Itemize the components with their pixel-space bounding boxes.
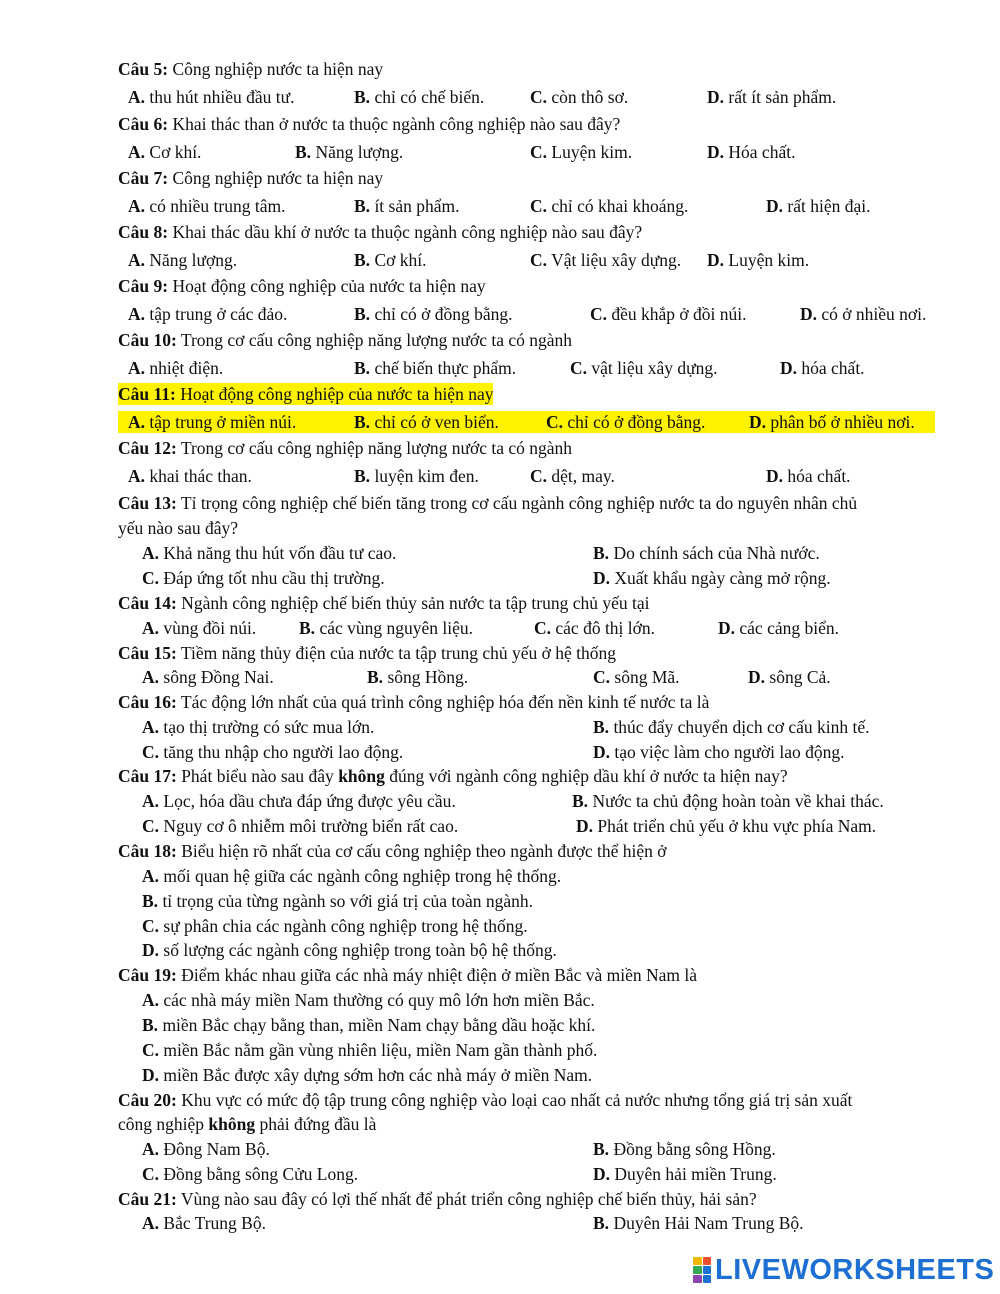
option-text: có nhiều trung tâm.: [149, 196, 286, 216]
option-text: các cảng biển.: [739, 618, 839, 638]
option-letter: A.: [142, 866, 160, 886]
question-stem: [118, 592, 649, 614]
option-letter: D.: [593, 568, 611, 588]
answer-option[interactable]: [142, 989, 595, 1011]
answer-option[interactable]: [530, 465, 615, 487]
option-text: Đồng bằng sông Cửu Long.: [163, 1164, 359, 1184]
option-letter: D.: [707, 250, 725, 270]
question-stem-cont: [118, 517, 238, 539]
question-text: Vùng nào sau đây có lợi thế nhất để phát triển công nghiệp chế biến thủy, hải sản?: [180, 1189, 757, 1209]
option-text: tỉ trọng của từng ngành so với giá trị của toàn ngành.: [162, 891, 534, 911]
answer-option[interactable]: [766, 465, 851, 487]
option-letter: D.: [766, 466, 784, 486]
answer-option[interactable]: [142, 542, 396, 564]
question-text: Hoạt động công nghiệp của nước ta hiện nay: [180, 384, 494, 404]
logo-mark-icon: [693, 1257, 711, 1283]
option-letter: D.: [748, 667, 766, 687]
question-number: Câu 16:: [118, 692, 177, 712]
option-text: các vùng nguyên liệu.: [319, 618, 473, 638]
answer-option[interactable]: [800, 303, 926, 325]
question-stem: [118, 765, 788, 787]
option-text: Duyên Hải Nam Trung Bộ.: [613, 1213, 804, 1233]
option-letter: C.: [142, 1040, 160, 1060]
question-number: Câu 7:: [118, 168, 169, 188]
answer-option[interactable]: [142, 617, 256, 639]
answer-option[interactable]: [593, 542, 820, 564]
question-number: Câu 19:: [118, 965, 177, 985]
option-text: phân bố ở nhiều nơi.: [770, 412, 915, 432]
option-text: Phát triển chủ yếu ở khu vực phía Nam.: [597, 816, 877, 836]
answer-option[interactable]: [367, 666, 468, 688]
answer-option[interactable]: [749, 411, 915, 433]
question-text-cont: phải đứng đầu là: [259, 1114, 377, 1134]
option-text: sông Cả.: [769, 667, 831, 687]
answer-option[interactable]: [530, 86, 628, 108]
option-text: miền Bắc được xây dựng sớm hơn các nhà máy ở miền Nam.: [163, 1065, 593, 1085]
question-number: Câu 6:: [118, 114, 169, 134]
option-text: có ở nhiều nơi.: [821, 304, 927, 324]
answer-option[interactable]: [128, 411, 296, 433]
question-number: Câu 18:: [118, 841, 177, 861]
option-text: chỉ có ở đồng bằng.: [567, 412, 706, 432]
option-letter: B.: [354, 466, 371, 486]
option-letter: D.: [718, 618, 736, 638]
question-stem-cont: [118, 1113, 376, 1135]
option-text: Khả năng thu hút vốn đầu tư cao.: [163, 543, 397, 563]
option-text: vùng đồi núi.: [163, 618, 257, 638]
question-emphasis: không: [338, 766, 385, 786]
answer-option[interactable]: [128, 195, 285, 217]
option-letter: A.: [142, 1139, 160, 1159]
answer-option[interactable]: [354, 195, 460, 217]
option-letter: B.: [367, 667, 384, 687]
logo-text: LIVEWORKSHEETS: [715, 1253, 995, 1286]
question-text: Tiềm năng thủy điện của nước ta tập trung chủ yếu ở hệ thống: [180, 643, 616, 663]
option-text: Luyện kim.: [728, 250, 810, 270]
option-text: tập trung ở các đảo.: [149, 304, 288, 324]
option-text: thúc đẩy chuyển dịch cơ cấu kinh tế.: [613, 717, 870, 737]
answer-option[interactable]: [546, 411, 705, 433]
option-letter: A.: [142, 990, 160, 1010]
option-letter: A.: [128, 250, 146, 270]
option-text: sông Mã.: [614, 667, 680, 687]
answer-option[interactable]: [128, 86, 294, 108]
option-letter: B.: [593, 1213, 610, 1233]
option-text: rất ít sản phẩm.: [728, 87, 837, 107]
answer-option[interactable]: [534, 617, 655, 639]
answer-option[interactable]: [142, 1212, 266, 1234]
answer-option[interactable]: [530, 249, 681, 271]
option-text: tăng thu nhập cho người lao động.: [163, 742, 404, 762]
option-text: miền Bắc nằm gần vùng nhiên liệu, miền Nam gần thành phố.: [163, 1040, 598, 1060]
option-letter: C.: [590, 304, 608, 324]
option-letter: A.: [142, 543, 160, 563]
answer-option[interactable]: [142, 915, 528, 937]
answer-option[interactable]: [593, 1212, 804, 1234]
option-letter: A.: [142, 1213, 160, 1233]
answer-option[interactable]: [354, 303, 512, 325]
question-text: Công nghiệp nước ta hiện nay: [172, 168, 384, 188]
option-letter: D.: [749, 412, 767, 432]
option-letter: C.: [570, 358, 588, 378]
answer-option[interactable]: [593, 741, 845, 763]
answer-option[interactable]: [299, 617, 473, 639]
option-letter: A.: [128, 412, 146, 432]
answer-option[interactable]: [142, 1014, 595, 1036]
option-letter: A.: [128, 87, 146, 107]
option-text: còn thô sơ.: [551, 87, 629, 107]
option-letter: C.: [530, 250, 548, 270]
option-text: các nhà máy miền Nam thường có quy mô lớn hơn miền Bắc.: [163, 990, 595, 1010]
option-letter: D.: [142, 1065, 160, 1085]
question-stem: [118, 437, 572, 459]
answer-option[interactable]: [354, 249, 426, 271]
option-letter: C.: [530, 466, 548, 486]
answer-option[interactable]: [142, 1138, 270, 1160]
question-number: Câu 15:: [118, 643, 177, 663]
option-text: tạo việc làm cho người lao động.: [614, 742, 845, 762]
answer-option[interactable]: [593, 716, 870, 738]
option-letter: B.: [593, 1139, 610, 1159]
question-text: Biểu hiện rõ nhất của cơ cấu công nghiệp theo ngành được thể hiện ở: [181, 841, 667, 861]
answer-option[interactable]: [142, 1064, 592, 1086]
option-text: vật liệu xây dựng.: [591, 358, 718, 378]
question-number: Câu 8:: [118, 222, 169, 242]
option-text: miền Bắc chạy bằng than, miền Nam chạy bằng dầu hoặc khí.: [162, 1015, 596, 1035]
option-text: mối quan hệ giữa các ngành công nghiệp trong hệ thống.: [163, 866, 562, 886]
option-letter: C.: [530, 87, 548, 107]
question-stem: [118, 58, 383, 80]
question-number: Câu 11:: [118, 384, 176, 404]
option-letter: B.: [295, 142, 312, 162]
option-text: ít sản phẩm.: [374, 196, 460, 216]
option-letter: C.: [142, 816, 160, 836]
question-number: Câu 12:: [118, 438, 177, 458]
question-stem: [118, 275, 486, 297]
option-letter: B.: [142, 891, 159, 911]
answer-option[interactable]: [128, 141, 201, 163]
option-letter: B.: [142, 1015, 159, 1035]
option-text: chỉ có ở ven biển.: [374, 412, 499, 432]
option-letter: B.: [354, 196, 371, 216]
question-text: Công nghiệp nước ta hiện nay: [172, 59, 384, 79]
question-text: Ngành công nghiệp chế biến thủy sản nước ta tập trung chủ yếu tại: [181, 593, 650, 613]
option-letter: A.: [142, 667, 160, 687]
question-text-cont: công nghiệp: [118, 1114, 205, 1134]
question-text: Hoạt động công nghiệp của nước ta hiện nay: [172, 276, 486, 296]
option-text: Vật liệu xây dựng.: [551, 250, 682, 270]
option-letter: D.: [800, 304, 818, 324]
option-letter: C.: [593, 667, 611, 687]
option-letter: D.: [593, 1164, 611, 1184]
question-number: Câu 17:: [118, 766, 177, 786]
answer-option[interactable]: [766, 195, 870, 217]
option-text: tập trung ở miền núi.: [149, 412, 297, 432]
question-text: Khu vực có mức độ tập trung công nghiệp vào loại cao nhất cả nước nhưng tổng giá trị sản xuất: [181, 1090, 853, 1110]
answer-option[interactable]: [295, 141, 403, 163]
question-text: Tác động lớn nhất của quá trình công nghiệp hóa đến nền kinh tế nước ta là: [180, 692, 710, 712]
option-text: Bắc Trung Bộ.: [163, 1213, 266, 1233]
option-text: hóa chất.: [787, 466, 851, 486]
question-text: Trong cơ cấu công nghiệp năng lượng nước ta có ngành: [180, 330, 573, 350]
option-text: Nguy cơ ô nhiễm môi trường biển rất cao.: [163, 816, 459, 836]
question-text: Phát biểu nào sau đây: [181, 766, 334, 786]
answer-option[interactable]: [593, 1163, 777, 1185]
answer-option[interactable]: [142, 790, 456, 812]
question-number: Câu 14:: [118, 593, 177, 613]
question-text: Khai thác than ở nước ta thuộc ngành công nghiệp nào sau đây?: [172, 114, 621, 134]
question-stem: [118, 383, 493, 405]
question-stem: [118, 113, 620, 135]
answer-option[interactable]: [142, 1039, 597, 1061]
option-text: dệt, may.: [551, 466, 615, 486]
option-letter: B.: [354, 250, 371, 270]
answer-option[interactable]: [142, 815, 458, 837]
option-letter: C.: [142, 916, 160, 936]
option-text: số lượng các ngành công nghiệp trong toàn bộ hệ thống.: [163, 940, 557, 960]
question-stem: [118, 167, 383, 189]
option-text: rất hiện đại.: [787, 196, 871, 216]
option-text: Năng lượng.: [315, 142, 404, 162]
answer-option[interactable]: [354, 465, 479, 487]
option-letter: B.: [593, 543, 610, 563]
answer-option[interactable]: [570, 357, 718, 379]
question-number: Câu 20:: [118, 1090, 177, 1110]
option-text: sông Hồng.: [387, 667, 469, 687]
answer-option[interactable]: [142, 1163, 358, 1185]
answer-option[interactable]: [707, 141, 795, 163]
question-number: Câu 13:: [118, 493, 177, 513]
answer-option[interactable]: [128, 465, 252, 487]
option-letter: B.: [572, 791, 589, 811]
answer-option[interactable]: [572, 790, 884, 812]
option-letter: C.: [142, 1164, 160, 1184]
option-letter: C.: [142, 742, 160, 762]
answer-option[interactable]: [142, 939, 557, 961]
option-text: Do chính sách của Nhà nước.: [613, 543, 820, 563]
liveworksheets-logo: [693, 1253, 994, 1287]
question-text-cont: yếu nào sau đây?: [118, 518, 239, 538]
option-text: Hóa chất.: [728, 142, 796, 162]
answer-option[interactable]: [530, 141, 632, 163]
option-text: nhiệt điện.: [149, 358, 224, 378]
answer-option[interactable]: [593, 1138, 776, 1160]
option-letter: A.: [128, 358, 146, 378]
option-text: Lọc, hóa dầu chưa đáp ứng được yêu cầu.: [163, 791, 456, 811]
question-stem: [118, 329, 572, 351]
option-letter: D.: [707, 87, 725, 107]
option-letter: A.: [142, 717, 160, 737]
option-text: chế biến thực phẩm.: [374, 358, 517, 378]
answer-option[interactable]: [128, 357, 223, 379]
question-stem: [118, 1188, 757, 1210]
question-text: Điểm khác nhau giữa các nhà máy nhiệt điện ở miền Bắc và miền Nam là: [181, 965, 698, 985]
answer-option[interactable]: [354, 411, 499, 433]
answer-option[interactable]: [142, 890, 533, 912]
option-letter: B.: [354, 87, 371, 107]
option-letter: D.: [780, 358, 798, 378]
answer-option[interactable]: [718, 617, 839, 639]
option-text: chỉ có khai khoáng.: [551, 196, 689, 216]
option-letter: A.: [142, 791, 160, 811]
option-letter: A.: [128, 304, 146, 324]
option-letter: B.: [593, 717, 610, 737]
answer-option[interactable]: [128, 249, 237, 271]
option-text: Cơ khí.: [374, 250, 427, 270]
option-text: Luyện kim.: [551, 142, 633, 162]
question-stem: [118, 691, 709, 713]
option-letter: D.: [576, 816, 594, 836]
question-stem: [118, 840, 667, 862]
option-letter: D.: [142, 940, 160, 960]
option-text: chỉ có ở đồng bằng.: [374, 304, 513, 324]
question-stem: [118, 492, 857, 514]
option-letter: A.: [142, 618, 160, 638]
option-text: thu hút nhiều đầu tư.: [149, 87, 295, 107]
option-text: Cơ khí.: [149, 142, 202, 162]
option-letter: D.: [593, 742, 611, 762]
question-number: Câu 9:: [118, 276, 169, 296]
question-stem: [118, 964, 697, 986]
question-number: Câu 21:: [118, 1189, 177, 1209]
option-letter: B.: [354, 304, 371, 324]
question-text: Tỉ trọng công nghiệp chế biến tăng trong cơ cấu ngành công nghiệp nước ta do nguyên nhân chủ: [180, 493, 858, 513]
option-letter: B.: [354, 358, 371, 378]
option-letter: B.: [354, 412, 371, 432]
question-text: Trong cơ cấu công nghiệp năng lượng nước ta có ngành: [180, 438, 573, 458]
option-text: khai thác than.: [149, 466, 252, 486]
question-number: Câu 10:: [118, 330, 177, 350]
option-letter: C.: [530, 142, 548, 162]
option-text: tạo thị trường có sức mua lớn.: [163, 717, 375, 737]
option-letter: A.: [128, 196, 146, 216]
option-text: Xuất khẩu ngày càng mở rộng.: [614, 568, 831, 588]
option-text: Đông Nam Bộ.: [163, 1139, 270, 1159]
answer-option[interactable]: [142, 741, 403, 763]
option-letter: A.: [128, 466, 146, 486]
option-text: đều khắp ở đồi núi.: [611, 304, 747, 324]
option-letter: D.: [766, 196, 784, 216]
question-emphasis: không: [208, 1114, 256, 1134]
option-text: hóa chất.: [801, 358, 865, 378]
answer-option[interactable]: [354, 86, 484, 108]
option-text: các đô thị lớn.: [555, 618, 656, 638]
option-letter: C.: [546, 412, 564, 432]
option-letter: A.: [128, 142, 146, 162]
question-stem: [118, 221, 642, 243]
answer-option[interactable]: [142, 666, 274, 688]
option-letter: D.: [707, 142, 725, 162]
question-text-cont: đúng với ngành công nghiệp dầu khí ở nước ta hiện nay?: [389, 766, 788, 786]
option-text: Nước ta chủ động hoàn toàn về khai thác.: [592, 791, 884, 811]
option-letter: B.: [299, 618, 316, 638]
answer-option[interactable]: [780, 357, 865, 379]
option-text: Năng lượng.: [149, 250, 238, 270]
answer-option[interactable]: [748, 666, 831, 688]
answer-option[interactable]: [593, 666, 680, 688]
answer-option[interactable]: [530, 195, 688, 217]
question-number: Câu 5:: [118, 59, 169, 79]
option-letter: C.: [142, 568, 160, 588]
answer-option[interactable]: [576, 815, 876, 837]
answer-option[interactable]: [142, 865, 561, 887]
option-text: sông Đồng Nai.: [163, 667, 274, 687]
option-text: sự phân chia các ngành công nghiệp trong hệ thống.: [163, 916, 528, 936]
answer-option[interactable]: [707, 86, 836, 108]
answer-option[interactable]: [590, 303, 747, 325]
question-stem: [118, 1089, 852, 1111]
answer-option[interactable]: [707, 249, 809, 271]
option-text: Duyên hải miền Trung.: [614, 1164, 777, 1184]
answer-option[interactable]: [142, 567, 385, 589]
question-text: Khai thác dầu khí ở nước ta thuộc ngành công nghiệp nào sau đây?: [172, 222, 643, 242]
answer-option[interactable]: [593, 567, 831, 589]
option-text: Đồng bằng sông Hồng.: [613, 1139, 776, 1159]
option-letter: C.: [530, 196, 548, 216]
answer-option[interactable]: [128, 303, 287, 325]
option-text: chỉ có chế biến.: [374, 87, 485, 107]
answer-option[interactable]: [354, 357, 516, 379]
option-letter: C.: [534, 618, 552, 638]
option-text: luyện kim đen.: [374, 466, 479, 486]
question-stem: [118, 642, 616, 664]
option-text: Đáp ứng tốt nhu cầu thị trường.: [163, 568, 385, 588]
answer-option[interactable]: [142, 716, 374, 738]
